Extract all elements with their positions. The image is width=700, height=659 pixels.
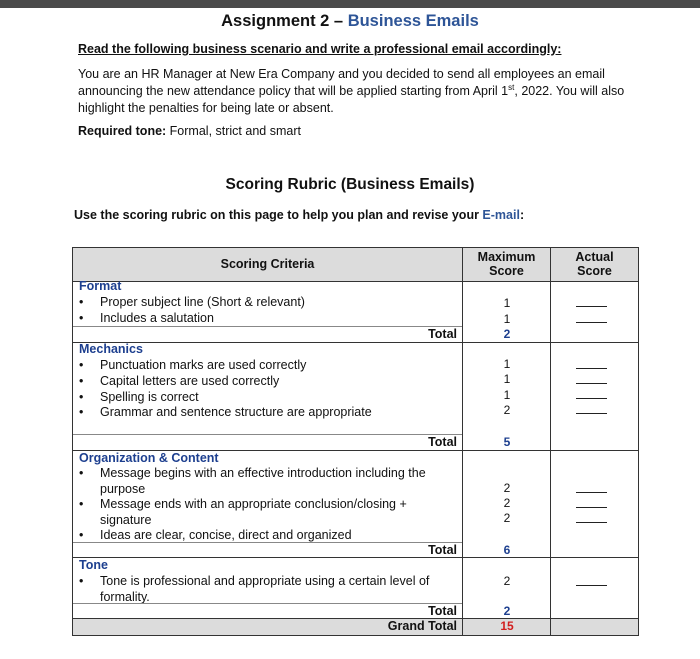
max-score: 1 bbox=[503, 372, 511, 386]
bullet-dot: • bbox=[79, 311, 84, 325]
bullet-dot: • bbox=[79, 497, 84, 511]
actual-score-blank[interactable] bbox=[576, 413, 607, 414]
title-prefix: Assignment 2 – bbox=[221, 12, 348, 30]
actual-score-blank[interactable] bbox=[576, 507, 607, 508]
required-tone bbox=[78, 124, 301, 138]
max-score: 2 bbox=[503, 496, 511, 510]
actual-score-blank[interactable] bbox=[576, 585, 607, 586]
total-row-line bbox=[73, 542, 462, 543]
max-score: 1 bbox=[503, 296, 511, 310]
criteria-text: Proper subject line (Short & relevant) bbox=[100, 295, 305, 309]
actual-score-blank[interactable] bbox=[576, 492, 607, 493]
section-mechanics-title: Mechanics bbox=[79, 342, 143, 356]
bullet-dot: • bbox=[79, 390, 84, 404]
bullet-dot: • bbox=[79, 405, 84, 419]
section-total-label: Total bbox=[428, 435, 457, 449]
max-score: 2 bbox=[503, 481, 511, 495]
section-total-label: Total bbox=[428, 604, 457, 618]
total-row-line bbox=[73, 434, 462, 435]
actual-score-blank[interactable] bbox=[576, 383, 607, 384]
criteria-text: Capital letters are used correctly bbox=[100, 374, 280, 388]
section-total-label: Total bbox=[428, 327, 457, 341]
grand-total-label: Grand Total bbox=[387, 619, 457, 633]
scenario-part2: , 2022. You will also highlight the penalties for being late or absent. bbox=[78, 84, 625, 115]
max-score: 1 bbox=[503, 388, 511, 402]
header-actual-score bbox=[551, 250, 638, 278]
tone-label: Required tone: bbox=[78, 124, 167, 138]
actual-score-blank[interactable] bbox=[576, 306, 607, 307]
criteria-text: Message ends with an appropriate conclusion/closing + signature bbox=[100, 497, 407, 527]
header-max-line2: Score bbox=[489, 264, 524, 278]
section-total-value: 5 bbox=[503, 435, 511, 449]
max-score: 1 bbox=[503, 312, 511, 326]
header-actual-line2: Score bbox=[577, 264, 612, 278]
criteria-text: Grammar and sentence structure are appropriate bbox=[100, 405, 372, 419]
grand-total-bg bbox=[73, 618, 638, 635]
criteria-text: Spelling is correct bbox=[100, 390, 199, 404]
rubric-instruction-suffix: : bbox=[519, 208, 525, 222]
bullet-dot: • bbox=[79, 574, 84, 588]
max-score: 2 bbox=[503, 403, 511, 417]
max-score: 1 bbox=[503, 357, 511, 371]
rubric-table bbox=[72, 247, 639, 636]
criteria-text: Message begins with an effective introduction including the purpose bbox=[100, 466, 426, 496]
row-divider bbox=[73, 618, 638, 619]
bullet-dot: • bbox=[79, 358, 84, 372]
header-max-line1: Maximum bbox=[477, 250, 536, 264]
actual-score-blank[interactable] bbox=[576, 322, 607, 323]
criteria-text: Tone is professional and appropriate using a certain level of formality. bbox=[100, 574, 430, 604]
bullet-dot: • bbox=[79, 528, 84, 542]
assignment-title bbox=[0, 12, 700, 31]
section-total-label: Total bbox=[428, 543, 457, 557]
total-row-line bbox=[73, 603, 462, 604]
section-format-title: Format bbox=[79, 279, 122, 293]
row-divider bbox=[73, 281, 638, 282]
section-total-value: 2 bbox=[503, 604, 511, 618]
section-total-value: 6 bbox=[503, 543, 511, 557]
section-total-value: 2 bbox=[503, 327, 511, 341]
rubric-instruction-prefix: Use the scoring rubric on this page to help you plan and revise your bbox=[74, 208, 483, 222]
tone-value: Formal, strict and smart bbox=[166, 124, 301, 138]
max-score: 2 bbox=[503, 511, 511, 525]
row-divider bbox=[73, 557, 638, 558]
section-organization-title: Organization & Content bbox=[79, 451, 219, 465]
scenario-part1: You are an HR Manager at New Era Company and you decided to send all employees an email announcing the new attendance policy that will be applied starting from April 1 bbox=[78, 67, 605, 98]
criteria-text: Punctuation marks are used correctly bbox=[100, 358, 307, 372]
title-accent: Business Emails bbox=[347, 12, 479, 30]
bullet-dot: • bbox=[79, 466, 84, 480]
criteria-text: Ideas are clear, concise, direct and organized bbox=[100, 528, 352, 542]
criteria-text: Includes a salutation bbox=[100, 311, 214, 325]
window-top-bar bbox=[0, 0, 700, 8]
actual-score-blank[interactable] bbox=[576, 522, 607, 523]
header-actual-line1: Actual bbox=[575, 250, 614, 264]
header-scoring-criteria: Scoring Criteria bbox=[220, 257, 315, 271]
scenario-instruction: Read the following business scenario and write a professional email accordingly: bbox=[78, 42, 562, 56]
rubric-title: Scoring Rubric (Business Emails) bbox=[225, 176, 475, 193]
max-score: 2 bbox=[503, 574, 511, 588]
grand-total-value: 15 bbox=[500, 619, 514, 633]
bullet-dot: • bbox=[79, 374, 84, 388]
header-maximum-score bbox=[463, 250, 550, 278]
bullet-dot: • bbox=[79, 295, 84, 309]
row-divider bbox=[73, 342, 638, 343]
actual-score-blank[interactable] bbox=[576, 368, 607, 369]
scenario-superscript: st bbox=[508, 82, 515, 92]
rubric-instruction-accent: E-mail bbox=[482, 208, 520, 222]
rubric-instruction bbox=[74, 208, 524, 222]
actual-score-blank[interactable] bbox=[576, 398, 607, 399]
section-tone-title: Tone bbox=[79, 558, 108, 572]
scenario-text bbox=[78, 66, 638, 117]
total-row-line bbox=[73, 326, 462, 327]
